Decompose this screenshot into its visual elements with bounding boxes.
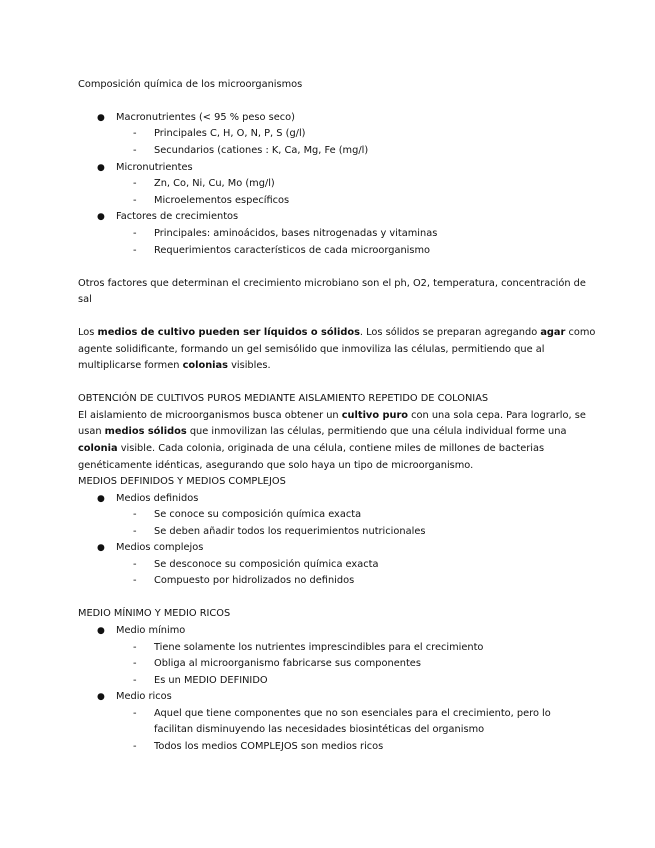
dash-icon: - <box>133 708 137 719</box>
list-item: Macronutrientes (< 95 % peso seco) <box>116 112 295 123</box>
dash-icon: - <box>133 145 137 156</box>
paragraph-line: genéticamente idénticas, asegurando que solo haya un tipo de microorganismo. <box>78 460 474 471</box>
bullet-icon: ● <box>97 692 105 702</box>
bullet-icon: ● <box>97 494 105 504</box>
paragraph-line: colonia visible. Cada colonia, originada de una célula, contiene miles de millones de bacterias <box>78 443 545 454</box>
paragraph-line: usan medios sólidos que inmovilizan las células, permitiendo que una célula individual forme una <box>78 426 567 437</box>
paragraph-line: Los medios de cultivo pueden ser líquidos o sólidos. Los sólidos se preparan agregando agar como <box>78 327 596 338</box>
dash-icon: - <box>133 128 137 139</box>
sub-list-item: Compuesto por hidrolizados no definidos <box>154 575 355 586</box>
paragraph-line: agente solidificante, formando un gel semisólido que inmoviliza las células, permitiendo que al <box>78 344 545 355</box>
dash-icon: - <box>133 509 137 520</box>
bullet-icon: ● <box>97 626 105 636</box>
dash-icon: - <box>133 228 137 239</box>
bullet-icon: ● <box>97 543 105 553</box>
sub-list-item: Se deben añadir todos los requerimientos nutricionales <box>154 526 426 537</box>
sub-list-item-continuation: facilitan disminuyendo las necesidades biosintéticas del organismo <box>154 724 485 735</box>
sub-list-item: Tiene solamente los nutrientes imprescindibles para el crecimiento <box>154 642 484 653</box>
list-item: Medio ricos <box>116 691 172 702</box>
dash-icon: - <box>133 642 137 653</box>
dash-icon: - <box>133 559 137 570</box>
section-title: Composición química de los microorganismos <box>78 79 303 90</box>
sub-list-item: Se conoce su composición química exacta <box>154 509 362 520</box>
dash-icon: - <box>133 195 137 206</box>
sub-list-item: Principales: aminoácidos, bases nitrogenadas y vitaminas <box>154 228 438 239</box>
paragraph-line: Otros factores que determinan el crecimiento microbiano son el ph, O2, temperatura, concentración de <box>78 278 586 289</box>
bullet-icon: ● <box>97 163 105 173</box>
bullet-icon: ● <box>97 212 105 222</box>
sub-list-item: Es un MEDIO DEFINIDO <box>154 675 268 686</box>
dash-icon: - <box>133 575 137 586</box>
sub-list-item: Aquel que tiene componentes que no son esenciales para el crecimiento, pero lo <box>154 708 551 719</box>
paragraph-line: multiplicarse formen colonias visibles. <box>78 360 271 371</box>
dash-icon: - <box>133 675 137 686</box>
section-heading: MEDIO MÍNIMO Y MEDIO RICOS <box>78 608 231 619</box>
dash-icon: - <box>133 178 137 189</box>
sub-list-item: Requerimientos característicos de cada microorganismo <box>154 245 431 256</box>
sub-list-item: Principales C, H, O, N, P, S (g/l) <box>154 128 306 139</box>
paragraph-line: El aislamiento de microorganismos busca obtener un cultivo puro con una sola cepa. Para lograrlo, se <box>78 410 586 421</box>
list-item: Medio mínimo <box>116 625 186 636</box>
list-item: Factores de crecimientos <box>116 211 239 222</box>
bullet-icon: ● <box>97 113 105 123</box>
list-item: Micronutrientes <box>116 162 193 173</box>
sub-list-item: Obliga al microorganismo fabricarse sus componentes <box>154 658 421 669</box>
sub-list-item: Zn, Co, Ni, Cu, Mo (mg/l) <box>154 178 275 189</box>
section-heading: MEDIOS DEFINIDOS Y MEDIOS COMPLEJOS <box>78 476 286 487</box>
dash-icon: - <box>133 245 137 256</box>
sub-list-item: Se desconoce su composición química exacta <box>154 559 379 570</box>
dash-icon: - <box>133 526 137 537</box>
paragraph-line: sal <box>78 294 92 305</box>
list-item: Medios complejos <box>116 542 204 553</box>
dash-icon: - <box>133 741 137 752</box>
sub-list-item: Todos los medios COMPLEJOS son medios ricos <box>154 741 384 752</box>
list-item: Medios definidos <box>116 493 199 504</box>
sub-list-item: Microelementos específicos <box>154 195 290 206</box>
dash-icon: - <box>133 658 137 669</box>
section-heading: OBTENCIÓN DE CULTIVOS PUROS MEDIANTE AISLAMIENTO REPETIDO DE COLONIAS <box>78 393 489 404</box>
sub-list-item: Secundarios (cationes : K, Ca, Mg, Fe (mg/l) <box>154 145 369 156</box>
